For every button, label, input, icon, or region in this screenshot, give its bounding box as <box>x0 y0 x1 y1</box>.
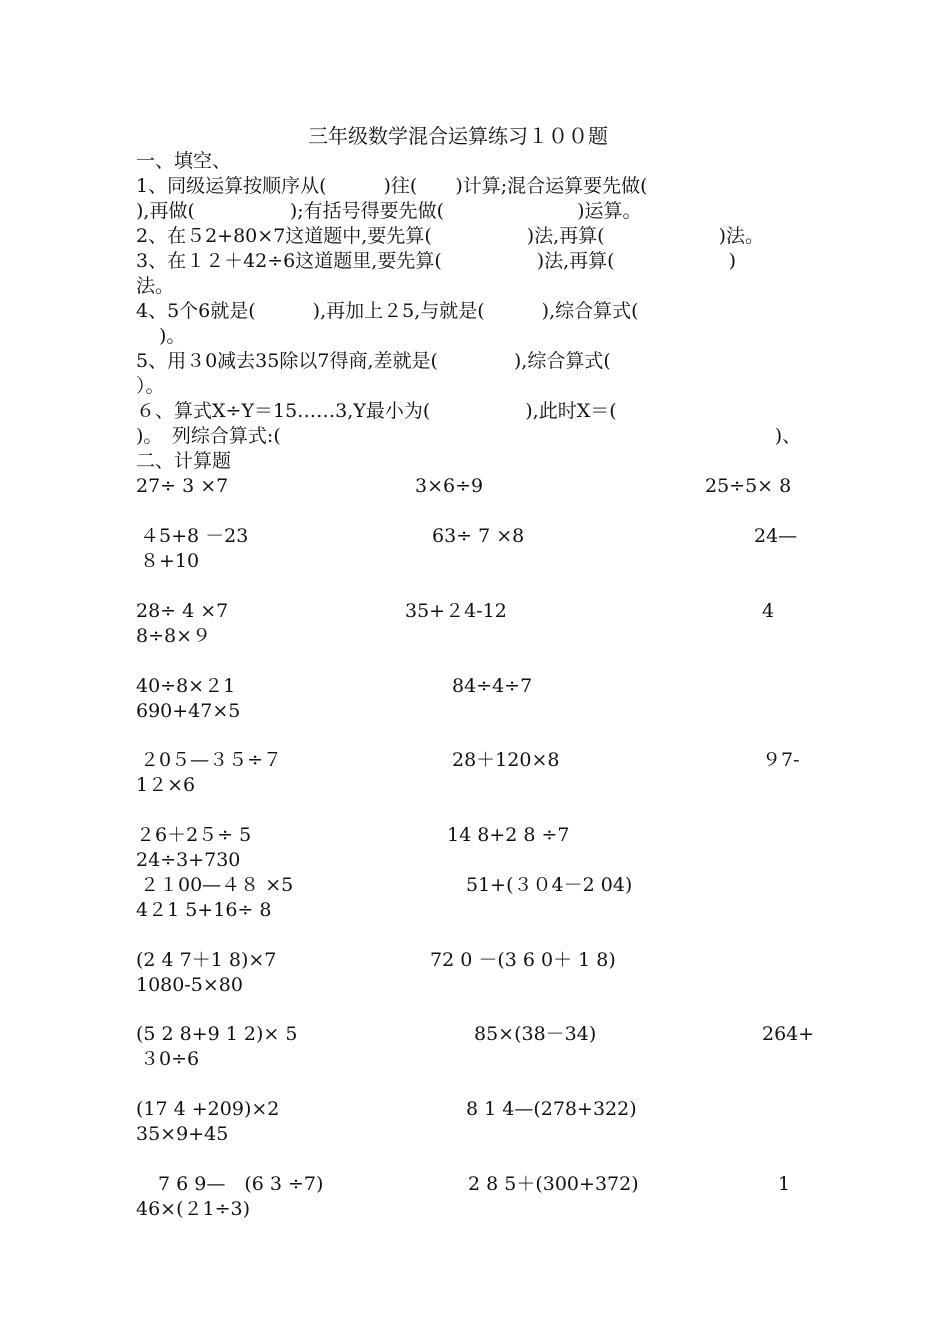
fill-line: )。 列综合算式:( )、 <box>136 425 802 447</box>
calc-item: 4２1 5+16÷ 8 <box>136 899 272 921</box>
calc-item: 28＋120×8 <box>452 749 560 771</box>
calc-item: 25÷5× 8 <box>705 475 792 497</box>
section-heading-calc: 二、计算题 <box>136 450 232 472</box>
calc-item: 24÷3+730 <box>136 849 241 871</box>
fill-line: 1、同级运算按顺序从( )往( )计算;混合运算要先做( <box>136 175 648 197</box>
fill-line: 法。 <box>136 275 175 297</box>
calc-item: 72 0 －(3 6 0＋ 1 8) <box>430 949 616 971</box>
calc-item: 84÷4÷7 <box>452 675 533 697</box>
calc-item: ２0５—３５÷７ <box>140 749 283 771</box>
calc-item: 1２×6 <box>136 774 196 796</box>
calc-item: ９7- <box>762 749 800 771</box>
fill-line: )。 <box>140 325 186 347</box>
calc-item: 51+(３０4－2 04) <box>466 874 633 896</box>
calc-item: 40÷8×２1 <box>136 675 236 697</box>
fill-line: ）。 <box>136 375 165 397</box>
calc-item: 28÷ 4 ×7 <box>136 600 229 622</box>
calc-item: ４5+8 －23 <box>140 525 249 547</box>
fill-line: 4、5个6就是( ),再加上２5,与就是( ),综合算式( <box>136 300 639 322</box>
calc-item: 35+２4-12 <box>405 600 507 622</box>
calc-item: 3×6÷9 <box>415 475 484 497</box>
calc-item: 14 8+2 8 ÷7 <box>447 824 570 846</box>
calc-item: ３0÷6 <box>140 1048 200 1070</box>
section-heading-fill: 一、填空、 <box>136 150 232 172</box>
page-title: 三年级数学混合运算练习１００题 <box>308 124 608 148</box>
calc-item: 27÷ 3 ×7 <box>136 475 229 497</box>
fill-line: 2、在５2+80×7这道题中,要先算( )法,再算( )法。 <box>136 225 765 247</box>
fill-line: 3、在１２＋42÷6这道题里,要先算( )法,再算( ) <box>136 250 737 272</box>
calc-item: 1 <box>778 1173 791 1195</box>
calc-item: 85×(38－34) <box>474 1023 597 1045</box>
calc-item: 4 <box>762 600 775 622</box>
calc-item: 690+47×5 <box>136 700 241 722</box>
calc-item: 2 8 5＋(300+372) <box>468 1173 639 1195</box>
fill-line: 5、用３0减去35除以7得商,差就是( ),综合算式( <box>136 350 611 372</box>
calc-item: 46×(２1÷3) <box>136 1198 251 1220</box>
calc-item: 63÷ 7 ×8 <box>432 525 525 547</box>
fill-line: ),再做( );有括号得要先做( )运算。 <box>136 200 642 222</box>
calc-item: (17 4 +209)×2 <box>136 1098 280 1120</box>
calc-item: 8÷8×９ <box>136 625 212 647</box>
calc-item: 35×9+45 <box>136 1123 229 1145</box>
calc-item: 264+ <box>762 1023 815 1045</box>
calc-item: ８+10 <box>140 550 200 572</box>
calc-item: ２6＋2５÷ 5 <box>136 824 252 846</box>
calc-item: (2 4 7＋1 8)×7 <box>136 949 277 971</box>
calc-item: 1080-5×80 <box>136 974 243 996</box>
calc-item: 24— <box>754 525 798 547</box>
calc-item: ２１00—４８ ×5 <box>140 874 294 896</box>
calc-item: (5 2 8+9 1 2)× 5 <box>136 1023 298 1045</box>
fill-line: ６、算式X÷Y＝15……3,Y最小为( ),此时X＝( <box>136 400 617 422</box>
calc-item: 8 1 4—(278+322) <box>466 1098 637 1120</box>
calc-item: 7 6 9— (6 3 ÷7) <box>158 1173 324 1195</box>
